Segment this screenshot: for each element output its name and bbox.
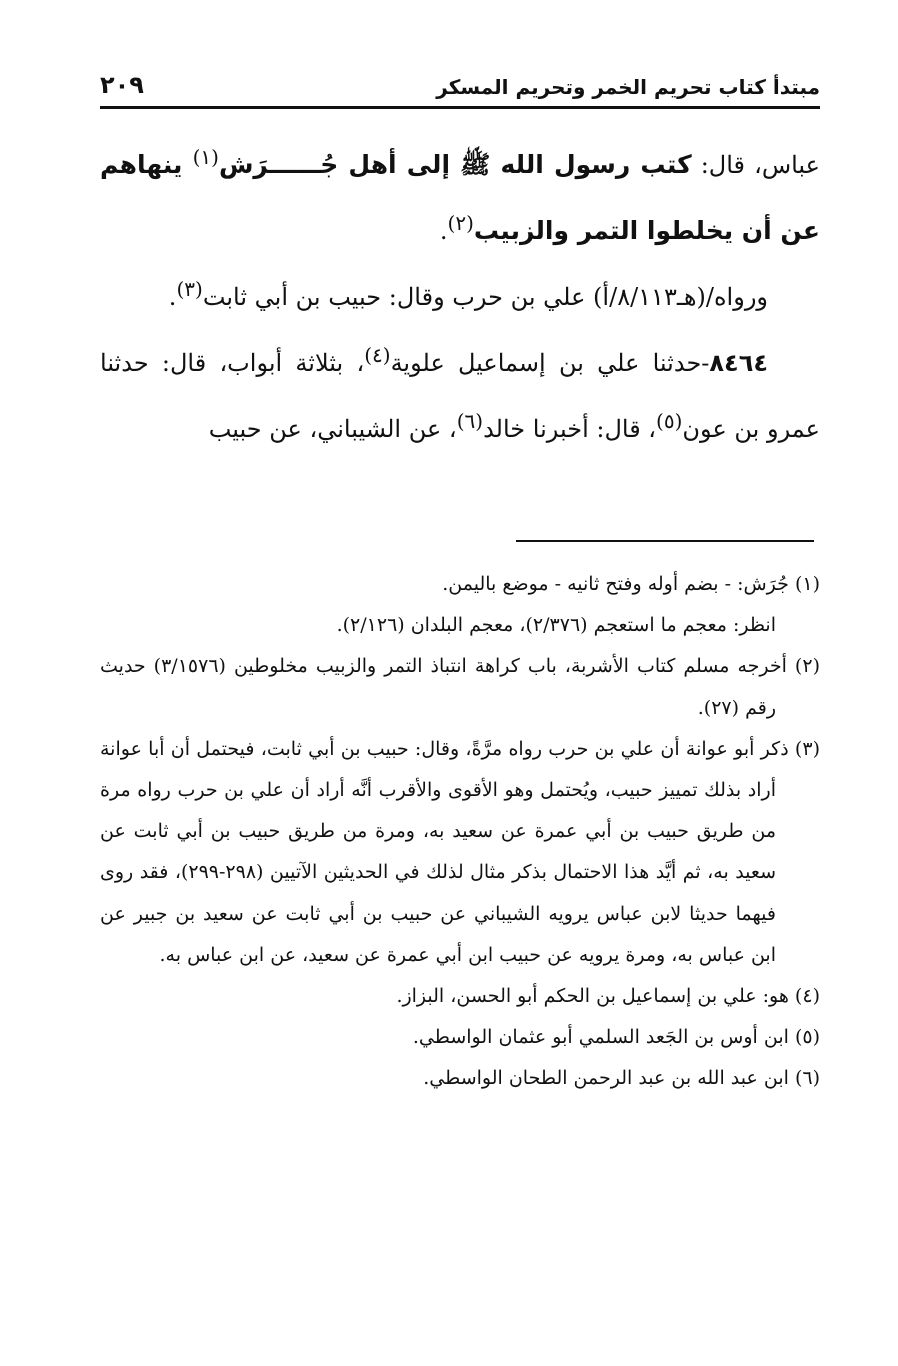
footnote-ref-3: (٣)	[176, 277, 203, 301]
footnote-4: (٤) هو: علي بن إسماعيل بن الحكم أبو الحسن، البزاز.	[396, 985, 820, 1008]
text-run: ، قال: أخبرنا خالد	[483, 415, 657, 443]
text-run: .	[168, 283, 177, 311]
header-rule	[100, 106, 820, 109]
footnote-ref-5: (٥)	[656, 409, 683, 433]
paragraph-hadith-8464	[100, 326, 820, 458]
footnote-2: (٢) أخرجه مسلم كتاب الأشربة، باب كراهة انتباذ التمر والزبيب مخلوطين (٣/١٥٧٦) حديث رقم (٢٧).	[100, 655, 820, 719]
footnote-ref-1: (١)	[192, 145, 219, 169]
paragraph-riwaya	[100, 260, 820, 326]
text-run: ، بثلاثة أبواب، قال: حدثنا عمرو بن عون	[100, 349, 820, 443]
page-number: ٢٠٩	[100, 71, 144, 99]
text-run: ، عن الشيباني، عن حبيب	[208, 415, 457, 443]
footnote-rule	[516, 540, 814, 542]
chapter-title: مبتدأ كتاب تحريم الخمر وتحريم المسكر	[436, 75, 820, 99]
footnote-ref-6: (٦)	[456, 409, 484, 433]
hadith-matn: ينهاهم عن أن يخلطوا التمر والزبيب	[100, 150, 820, 245]
footnote-1-continuation: انظر: معجم ما استعجم (٢/٣٧٦)، معجم البلدان (٢/١٢٦).	[336, 614, 776, 637]
text-run: ورواه/(هـ٨/١١٣/أ) علي بن حرب وقال: حبيب بن أبي ثابت	[202, 283, 768, 311]
hadith-matn: كتب رسول الله ﷺ إلى أهل جُــــــرَش	[218, 150, 692, 179]
footnotes	[100, 564, 820, 1100]
footnote-5: (٥) ابن أوس بن الجَعد السلمي أبو عثمان الواسطي.	[412, 1026, 820, 1049]
footnote-6: (٦) ابن عبد الله بن عبد الرحمن الطحان الواسطي.	[423, 1067, 820, 1090]
footnote-1: (١) جُرَش: - بضم أوله وفتح ثانيه - موضع باليمن.	[442, 573, 820, 595]
text-run: -حدثنا علي بن إسماعيل علوية	[390, 349, 710, 377]
running-header	[100, 70, 820, 104]
main-text	[100, 128, 820, 458]
text-run: .	[439, 217, 448, 245]
text-run: عباس، قال:	[691, 151, 820, 179]
footnote-3: (٣) ذكر أبو عوانة أن علي بن حرب رواه مرَّةً، وقال: حبيب بن أبي ثابت، فيحتمل أن أبا عوانة أراد بذلك تمييز حبيب، ويُحتمل وهو الأقوى والأقرب أنَّه أراد أن علي بن حرب رواه مرة من طريق حبيب بن أبي عمرة عن سعيد به، ومرة من طريق حبيب بن أبي ثابت عن سعيد به، ثم أيَّد هذا الاحتمال بذكر مثال لذلك في الحديثين الآتيين (٢٩٨-٢٩٩)، فقد روى فيهما حديثا لابن عباس يرويه الشيباني عن حبيب بن أبي ثابت عن سعيد بن جبير عن ابن عباس به، ومرة يرويه عن حبيب ابن أبي عمرة عن سعيد، عن ابن عباس به.	[100, 737, 820, 966]
footnote-ref-2: (٢)	[447, 211, 474, 235]
footnote-ref-4: (٤)	[364, 343, 391, 367]
paragraph-hadith-text	[100, 128, 820, 260]
hadith-number: ٨٤٦٤	[709, 349, 768, 377]
